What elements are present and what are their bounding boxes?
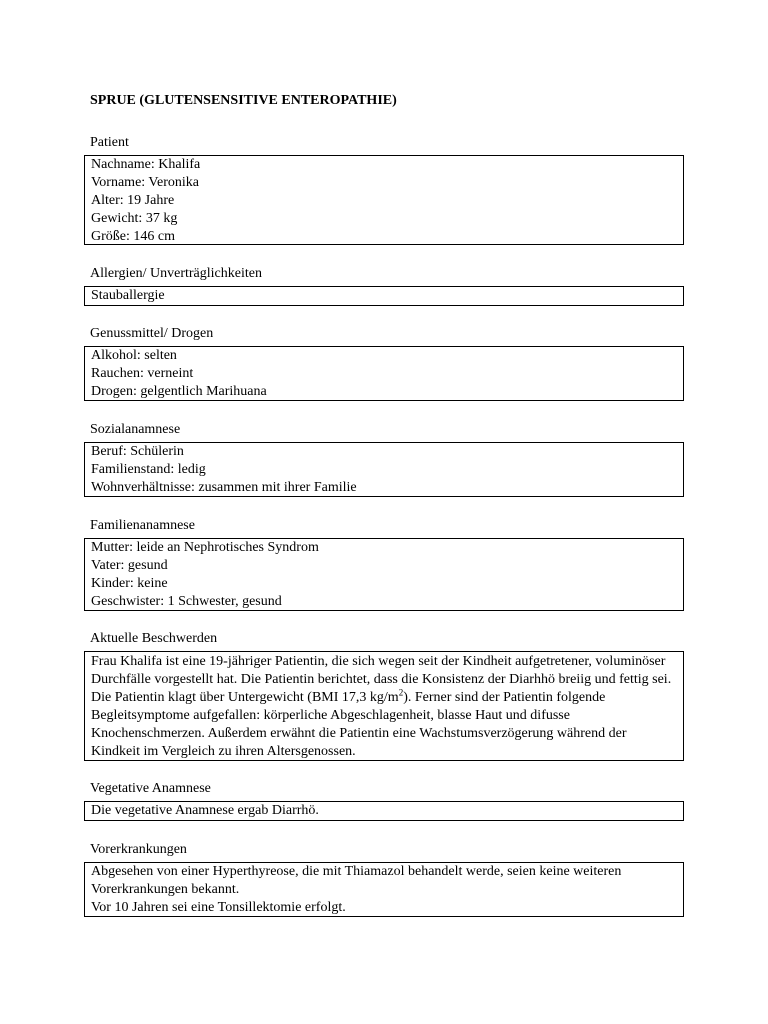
vegetative-box <box>84 801 684 821</box>
complaints-text-part2: ). Ferner sind der Patientin folgende Begleitsymptome aufgefallen: körperliche Abgeschlagenheit, blasse Haut und difusse Knochenschmerzen. Außerdem erwähnt die Patientin eine Wachstumsverzögerung während der Kindkeit im Vergleich zu ihren Altersgenossen. <box>91 690 627 759</box>
family-mother: Mutter: leide an Nephrotisches Syndrom <box>91 540 319 555</box>
patient-weight: Gewicht: 37 kg <box>91 211 178 226</box>
prior-heading: Vorerkrankungen <box>90 842 187 857</box>
family-father: Vater: gesund <box>91 558 168 573</box>
substances-heading: Genussmittel/ Drogen <box>90 326 214 341</box>
substances-box <box>84 346 684 401</box>
complaints-text <box>91 653 683 761</box>
family-siblings: Geschwister: 1 Schwester, gesund <box>91 594 282 609</box>
patient-lastname: Nachname: Khalifa <box>91 157 201 172</box>
patient-height: Größe: 146 cm <box>91 229 175 244</box>
social-living: Wohnverhältnisse: zusammen mit ihrer Familie <box>91 480 357 495</box>
vegetative-heading: Vegetative Anamnese <box>90 781 211 796</box>
family-box <box>84 538 684 611</box>
allergies-heading: Allergien/ Unverträglichkeiten <box>90 266 262 281</box>
family-heading: Familienanamnese <box>90 518 195 533</box>
complaints-text-part1: Frau Khalifa ist eine 19-jähriger Patientin, die sich wegen seit der Kindheit aufgetretener, voluminöser Durchfälle vorgestellt hat. Die Patientin berichtet, dass die Konsistenz der Diarhhö breiig und fettig sei. Die Patientin klagt über Untergewicht (BMI 17,3 kg/m <box>91 654 672 705</box>
vegetative-entry: Die vegetative Anamnese ergab Diarrhö. <box>91 803 319 818</box>
prior-box <box>84 862 684 917</box>
allergies-box <box>84 286 684 306</box>
social-box <box>84 442 684 497</box>
document-title: SPRUE (GLUTENSENSITIVE ENTEROPATHIE) <box>90 93 397 108</box>
social-marital-status: Familienstand: ledig <box>91 462 206 477</box>
complaints-box <box>84 651 684 761</box>
patient-age: Alter: 19 Jahre <box>91 193 175 208</box>
prior-line-1: Abgesehen von einer Hyperthyreose, die mit Thiamazol behandelt werde, seien keine weiteren <box>91 864 622 879</box>
complaints-superscript: 2 <box>398 687 404 698</box>
prior-line-3: Vor 10 Jahren sei eine Tonsillektomie erfolgt. <box>91 900 346 915</box>
complaints-heading: Aktuelle Beschwerden <box>90 631 218 646</box>
family-children: Kinder: keine <box>91 576 168 591</box>
patient-box <box>84 155 684 245</box>
social-occupation: Beruf: Schülerin <box>91 444 184 459</box>
substance-drugs: Drogen: gelgentlich Marihuana <box>91 384 267 399</box>
substance-smoking: Rauchen: verneint <box>91 366 194 381</box>
social-heading: Sozialanamnese <box>90 422 181 437</box>
patient-firstname: Vorname: Veronika <box>91 175 199 190</box>
allergy-entry: Stauballergie <box>91 288 165 303</box>
patient-heading: Patient <box>90 135 129 150</box>
substance-alcohol: Alkohol: selten <box>91 348 177 363</box>
prior-line-2: Vorerkrankungen bekannt. <box>91 882 240 897</box>
